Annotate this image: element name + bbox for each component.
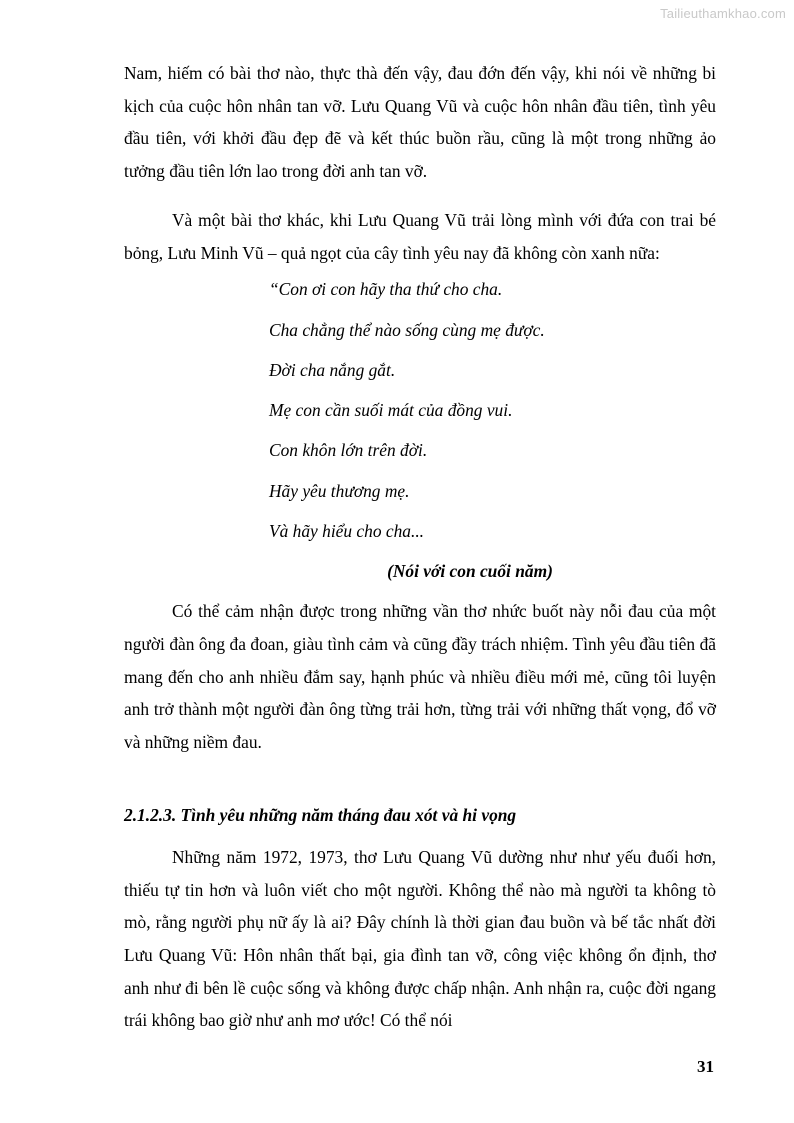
poem-line: Cha chẳng thể nào sống cùng mẹ được. <box>269 319 545 340</box>
section-heading: 2.1.2.3. Tình yêu những năm tháng đau xót và hi vọng <box>124 804 517 825</box>
page-number: 31 <box>697 1057 714 1076</box>
watermark: Tailieuthamkhao.com <box>660 6 786 21</box>
poem-line: Con khôn lớn trên đời. <box>269 440 428 461</box>
poem-source: (Nói với con cuối năm) <box>387 561 553 582</box>
paragraph-intro-poem: Và một bài thơ khác, khi Lưu Quang Vũ trải lòng mình với đứa con trai bé bỏng, Lưu Minh Vũ – quả ngọt của cây tình yêu nay đã không còn xanh nữa: <box>124 209 716 263</box>
poem-line: Và hãy hiểu cho cha... <box>269 521 425 541</box>
page-body <box>124 57 716 1037</box>
poem-line: Đời cha nắng gắt. <box>269 359 396 380</box>
poem-line: Mẹ con cần suối mát của đồng vui. <box>269 400 513 421</box>
paragraph-section-body: Những năm 1972, 1973, thơ Lưu Quang Vũ dường như như yếu đuối hơn, thiếu tự tin hơn và luôn viết cho một người. Không thể nào mà người ta không tò mò, rằng người phụ nữ ấy là ai? Đây chính là thời gian đau buồn và bế tắc nhất đời Lưu Quang Vũ: Hôn nhân thất bại, gia đình tan vỡ, công việc không ổn định, thơ anh như đi bên lề cuộc sống và không được chấp nhận. Anh nhận ra, cuộc đời ngang trái không bao giờ như anh mơ ước! Có thể nói <box>124 846 716 1031</box>
poem-line: “Con ơi con hãy tha thứ cho cha. <box>269 279 503 300</box>
poem-quote <box>124 279 716 541</box>
paragraph-reflection: Có thể cảm nhận được trong những vần thơ nhức buốt này nỗi đau của một người đàn ông đa đoan, giàu tình cảm và cũng đầy trách nhiệm. Tình yêu đầu tiên đã mang đến cho anh nhiều đắm say, hạnh phúc và nhiều điều mới mẻ, cũng tôi luyện anh trở thành một người đàn ông từng trải hơn, từng trải với những thất vọng, đổ vỡ và những niềm đau. <box>124 601 716 753</box>
poem-line: Hãy yêu thương mẹ. <box>269 480 410 501</box>
paragraph-continuation: Nam, hiếm có bài thơ nào, thực thà đến vậy, đau đớn đến vậy, khi nói về những bi kịch của cuộc hôn nhân tan vỡ. Lưu Quang Vũ và cuộc hôn nhân đầu tiên, tình yêu đầu tiên, với khởi đầu đẹp đẽ và kết thúc buồn rầu, cũng là một trong những ảo tưởng đầu tiên lớn lao trong đời anh tan vỡ. <box>124 63 716 182</box>
